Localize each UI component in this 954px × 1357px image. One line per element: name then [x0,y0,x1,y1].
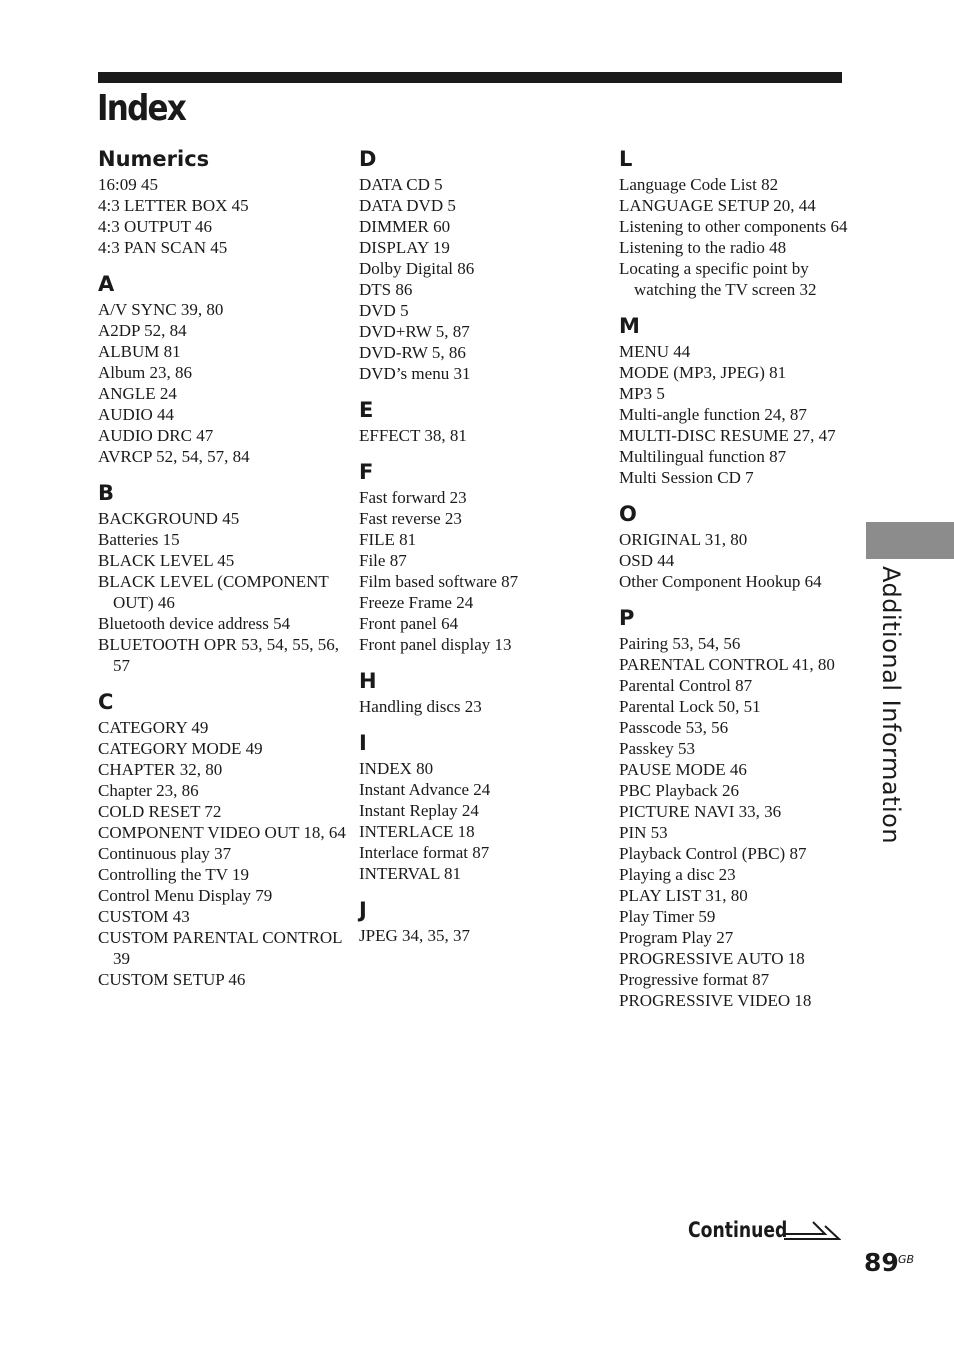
index-entry: PARENTAL CONTROL 41, 80 [619,655,835,674]
index-entry-list [619,529,857,592]
index-column-3 [619,145,857,1023]
section-heading: C [98,690,114,714]
index-entry: INDEX 80 [359,759,434,778]
section-heading: L [619,147,633,171]
index-entry: Instant Advance 24 [359,780,491,799]
index-entry: Listening to other components 64 [619,217,848,236]
index-entry: Other Component Hookup 64 [619,572,822,591]
page-number: 89 [864,1248,899,1277]
index-entry: ORIGINAL 31, 80 [619,530,748,549]
index-entry: DVD-RW 5, 86 [359,343,466,362]
index-section [98,270,346,467]
index-entry: Multilingual function 87 [619,447,787,466]
index-entry-list [98,299,346,467]
index-section [359,667,607,717]
index-entry: PICTURE NAVI 33, 36 [619,802,782,821]
index-entry: Instant Replay 24 [359,801,479,820]
index-section [98,688,346,990]
side-tab-marker [866,522,954,559]
index-entry: Control Menu Display 79 [98,886,273,905]
index-entry: CUSTOM PARENTAL CONTROL 39 [98,928,342,968]
index-entry: BLACK LEVEL (COMPONENT OUT) 46 [98,572,329,612]
index-entry-list [359,425,607,446]
index-entry: CATEGORY 49 [98,718,209,737]
side-section-label: Additional Information [877,566,905,845]
index-entry: CUSTOM 43 [98,907,190,926]
index-entry: CATEGORY MODE 49 [98,739,263,758]
section-heading: F [359,460,374,484]
section-heading: M [619,314,640,338]
continued-label: Continued [688,1218,788,1242]
index-entry: Multi-angle function 24, 87 [619,405,807,424]
index-column-1 [98,145,346,1002]
section-heading: D [359,147,377,171]
index-entry: MENU 44 [619,342,691,361]
index-entry: A/V SYNC 39, 80 [98,300,224,319]
section-heading: O [619,502,637,526]
index-entry: Handling discs 23 [359,697,482,716]
index-entry: EFFECT 38, 81 [359,426,467,445]
index-entry: Program Play 27 [619,928,734,947]
index-entry-list [359,696,607,717]
index-entry-list [359,487,607,655]
index-entry: Language Code List 82 [619,175,779,194]
index-entry: DIMMER 60 [359,217,451,236]
index-entry-list [98,174,346,258]
index-section [359,458,607,655]
index-entry: ANGLE 24 [98,384,177,403]
index-entry: INTERVAL 81 [359,864,462,883]
index-entry-list [359,925,607,946]
section-heading: I [359,731,367,755]
index-entry: 16:09 45 [98,175,158,194]
index-entry: CHAPTER 32, 80 [98,760,223,779]
index-section [98,479,346,676]
index-entry: PIN 53 [619,823,668,842]
index-entry: Bluetooth device address 54 [98,614,291,633]
index-entry: Front panel 64 [359,614,459,633]
index-section [359,729,607,884]
index-entry: Parental Lock 50, 51 [619,697,761,716]
index-entry-list [98,717,346,990]
index-entry: JPEG 34, 35, 37 [359,926,470,945]
index-entry: File 87 [359,551,407,570]
index-entry: 4:3 LETTER BOX 45 [98,196,249,215]
index-entry-list [619,633,857,1011]
index-entry: Playback Control (PBC) 87 [619,844,807,863]
index-entry: DATA DVD 5 [359,196,456,215]
index-entry: Passcode 53, 56 [619,718,729,737]
index-entry-list [98,508,346,676]
index-entry: MODE (MP3, JPEG) 81 [619,363,787,382]
index-entry: Controlling the TV 19 [98,865,249,884]
section-heading: E [359,398,374,422]
index-section [619,145,857,300]
index-entry: INTERLACE 18 [359,822,475,841]
index-entry: MULTI-DISC RESUME 27, 47 [619,426,836,445]
index-entry: BACKGROUND 45 [98,509,240,528]
index-entry: DTS 86 [359,280,413,299]
section-heading: B [98,481,115,505]
index-entry: DISPLAY 19 [359,238,450,257]
index-entry: 4:3 PAN SCAN 45 [98,238,228,257]
index-entry: FILE 81 [359,530,417,549]
index-entry: PROGRESSIVE AUTO 18 [619,949,805,968]
index-entry: Play Timer 59 [619,907,716,926]
index-entry: PBC Playback 26 [619,781,739,800]
page-title: Index [97,88,186,129]
index-section [619,500,857,592]
index-entry: Fast reverse 23 [359,509,462,528]
index-entry: Listening to the radio 48 [619,238,787,257]
index-entry: OSD 44 [619,551,675,570]
index-entry: MP3 5 [619,384,665,403]
section-heading: H [359,669,377,693]
index-entry: COMPONENT VIDEO OUT 18, 64 [98,823,346,842]
section-heading: Numerics [98,147,210,171]
index-entry: Album 23, 86 [98,363,192,382]
index-entry: ALBUM 81 [98,342,181,361]
index-entry: PLAY LIST 31, 80 [619,886,748,905]
index-entry: Film based software 87 [359,572,519,591]
index-entry: A2DP 52, 84 [98,321,187,340]
index-entry: BLACK LEVEL 45 [98,551,235,570]
index-entry: Parental Control 87 [619,676,753,695]
index-entry: AUDIO DRC 47 [98,426,214,445]
index-entry: DATA CD 5 [359,175,443,194]
index-section [359,896,607,946]
section-heading: P [619,606,635,630]
index-entry-list [619,341,857,488]
index-entry: Playing a disc 23 [619,865,736,884]
index-entry: AVRCP 52, 54, 57, 84 [98,447,250,466]
index-entry: Freeze Frame 24 [359,593,474,612]
index-entry: DVD+RW 5, 87 [359,322,470,341]
index-entry: Batteries 15 [98,530,180,549]
index-entry: AUDIO 44 [98,405,175,424]
index-entry: DVD’s menu 31 [359,364,471,383]
index-entry: Continuous play 37 [98,844,232,863]
section-heading: J [359,898,367,922]
index-entry: PAUSE MODE 46 [619,760,747,779]
index-section [619,312,857,488]
index-section [359,396,607,446]
index-entry-list [619,174,857,300]
index-entry: 4:3 OUTPUT 46 [98,217,212,236]
index-section [619,604,857,1011]
section-heading: A [98,272,115,296]
index-entry: Progressive format 87 [619,970,770,989]
continued-arrow-icon [783,1218,841,1242]
page-number-suffix: GB [898,1253,915,1266]
index-entry: CUSTOM SETUP 46 [98,970,246,989]
index-section [98,145,346,258]
index-entry: Interlace format 87 [359,843,490,862]
index-entry-list [359,758,607,884]
index-entry: Chapter 23, 86 [98,781,199,800]
top-rule [98,72,842,83]
index-entry: Locating a specific point by watching the TV screen 32 [619,259,817,299]
index-column-2 [359,145,607,958]
index-entry: Pairing 53, 54, 56 [619,634,741,653]
index-entry: Dolby Digital 86 [359,259,475,278]
index-entry: DVD 5 [359,301,409,320]
index-entry-list [359,174,607,384]
index-entry: LANGUAGE SETUP 20, 44 [619,196,816,215]
index-section [359,145,607,384]
index-entry: COLD RESET 72 [98,802,222,821]
index-entry: BLUETOOTH OPR 53, 54, 55, 56, 57 [98,635,339,675]
index-entry: Multi Session CD 7 [619,468,754,487]
index-entry: Fast forward 23 [359,488,467,507]
index-entry: PROGRESSIVE VIDEO 18 [619,991,812,1010]
index-entry: Passkey 53 [619,739,696,758]
index-entry: Front panel display 13 [359,635,512,654]
